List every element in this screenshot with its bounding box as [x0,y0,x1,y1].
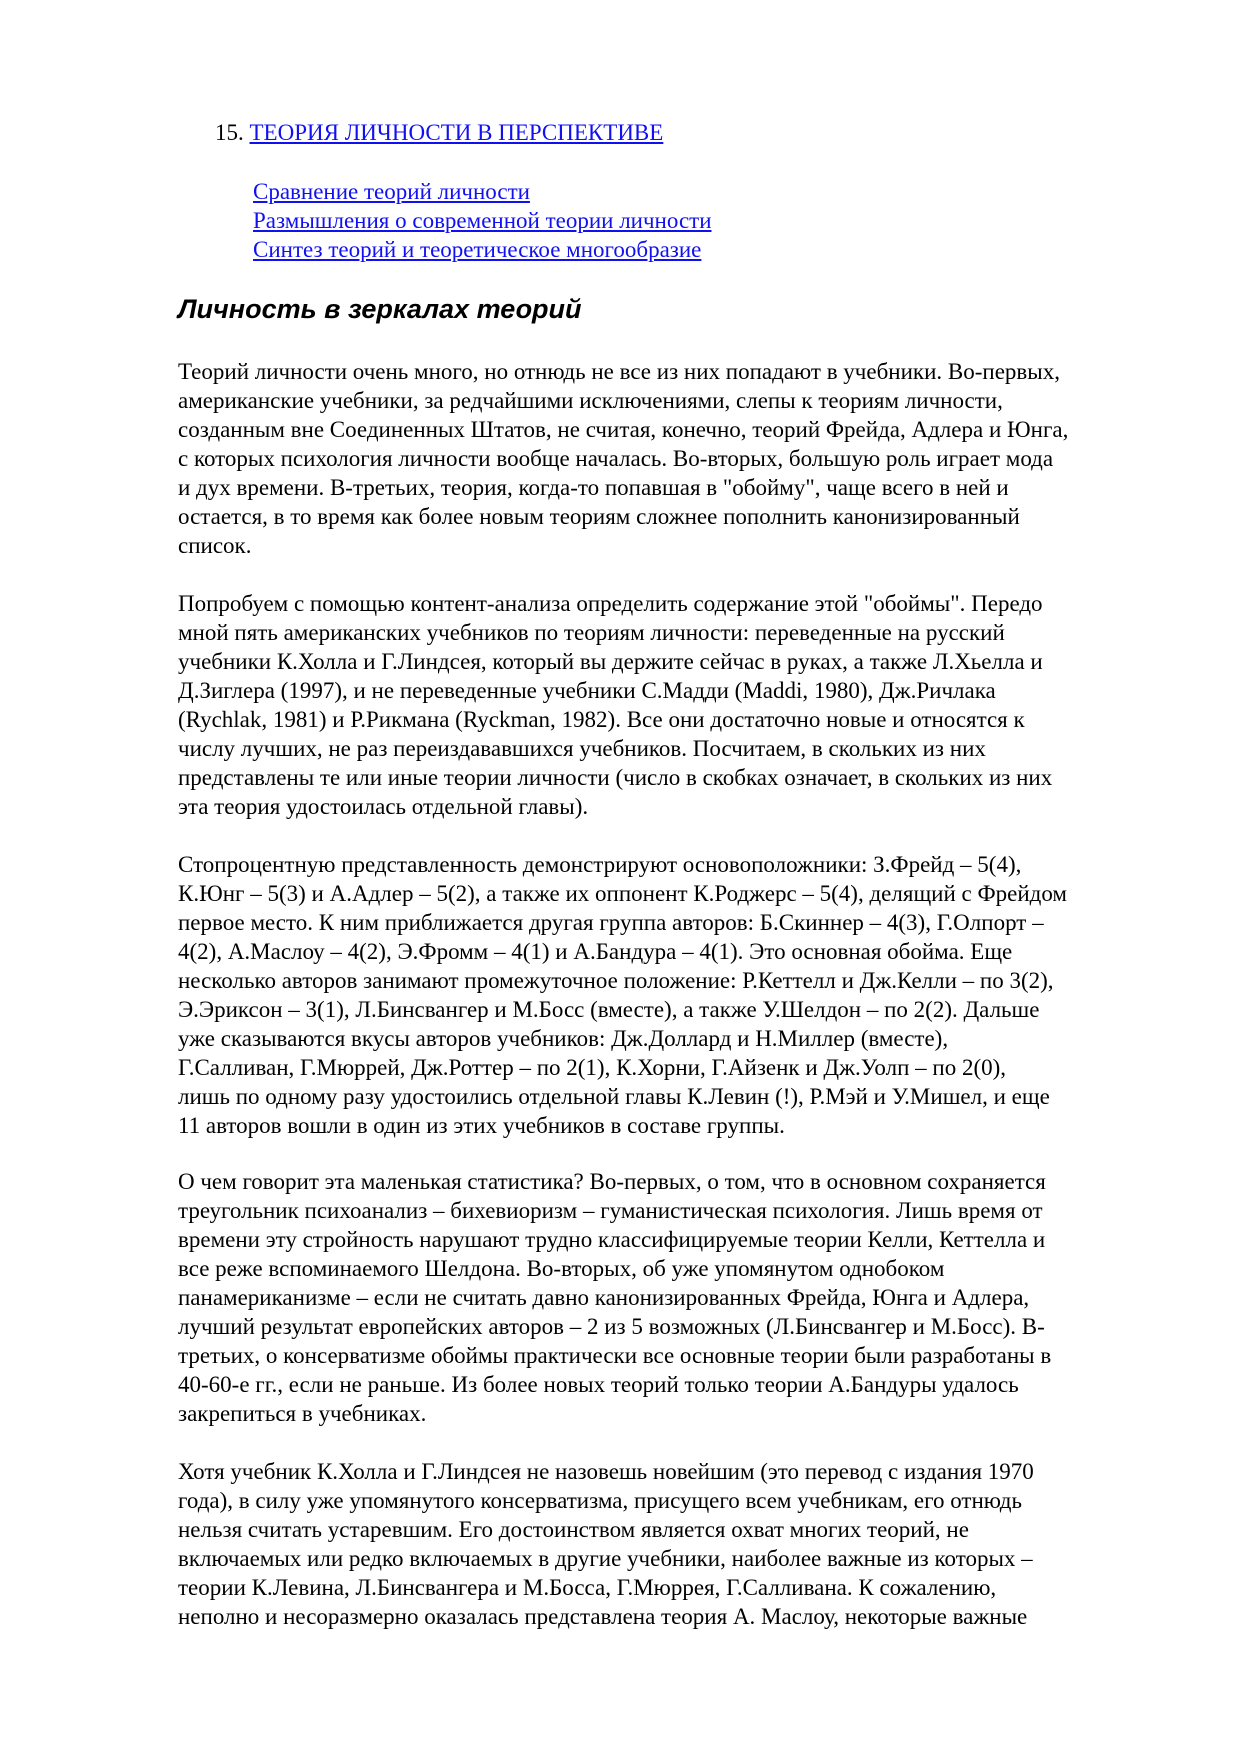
paragraph [178,1167,1051,1428]
text-line: остается, в то время как более новым теориям сложнее пополнить канонизированный [178,504,1020,529]
text-line: числу лучших, не раз переиздававшихся учебников. Посчитаем, в скольких из них [178,736,986,761]
text-line: мной пять американских учебников по теориям личности: переведенные на русский [178,620,1005,645]
text-line: треугольник психоанализ – бихевиоризм – гуманистическая психология. Лишь время от [178,1198,1043,1223]
text-line: первое место. К ним приближается другая группа авторов: Б.Скиннер – 4(3), Г.Олпорт – [178,910,1044,935]
section-link-reflections[interactable]: Размышления о современной теории личности [253,208,712,233]
text-line: теории К.Левина, Л.Бинсвангера и М.Босса, Г.Мюррея, Г.Салливана. К сожалению, [178,1575,997,1600]
text-line: третьих, о консерватизме обоймы практически все основные теории были разработаны в [178,1343,1052,1368]
text-line: и дух времени. В-третьих, теория, когда-то попавшая в "обойму", чаще всего в ней и [178,475,1009,500]
paragraph [178,1457,1034,1631]
text-line: с которых психология личности вообще началась. Во-вторых, большую роль играет мода [178,446,1054,471]
text-line: представлены те или иные теории личности (число в скобках означает, в скольких из них [178,765,1053,790]
text-line: список. [178,533,252,558]
text-line: эта теория удостоилась отдельной главы). [178,794,589,819]
text-line: года), в силу уже упомянутого консерватизма, присущего всем учебникам, его отнюдь [178,1488,1022,1513]
text-line: Д.Зиглера (1997), и не переведенные учебники С.Мадди (Maddi, 1980), Дж.Ричлака [178,678,996,703]
text-line: 4(2), А.Маслоу – 4(2), Э.Фромм – 4(1) и А.Бандура – 4(1). Это основная обойма. Еще [178,939,1013,964]
text-line: все реже вспоминаемого Шелдона. Во-вторых, об уже упомянутом однобоком [178,1256,945,1281]
text-line: (Rychlak, 1981) и Р.Рикмана (Ryckman, 1982). Все они достаточно новые и относятся к [178,707,1025,732]
section-link-synthesis[interactable]: Синтез теорий и теоретическое многообразие [253,237,702,262]
section-heading: Личность в зеркалах теорий [178,294,582,324]
text-line: Попробуем с помощью контент-анализа определить содержание этой "обоймы". Передо [178,591,1043,616]
text-line: уже сказываются вкусы авторов учебников: Дж.Доллард и Н.Миллер (вместе), [178,1026,949,1051]
text-line: лишь по одному разу удостоились отдельной главы К.Левин (!), Р.Мэй и У.Мишел, и еще [178,1084,1050,1109]
toc-chapter [215,118,663,147]
text-line: 11 авторов вошли в один из этих учебников в составе группы. [178,1113,785,1138]
text-line: Хотя учебник К.Холла и Г.Линдсея не назовешь новейшим (это перевод с издания 1970 [178,1459,1034,1484]
paragraph [178,589,1052,821]
text-line: Г.Салливан, Г.Мюррей, Дж.Роттер – по 2(1), К.Хорни, Г.Айзенк и Дж.Уолп – по 2(0), [178,1055,1007,1080]
text-line: О чем говорит эта маленькая статистика? Во-первых, о том, что в основном сохраняется [178,1169,1046,1194]
text-line: 40-60-е гг., если не раньше. Из более новых теорий только теории А.Бандуры удалось [178,1372,1019,1397]
chapter-number: 15. [215,120,244,145]
paragraph [178,850,1067,1140]
text-line: Стопроцентную представленность демонстрируют основоположники: З.Фрейд – 5(4), [178,852,1022,877]
text-line: панамериканизме – если не считать давно канонизированных Фрейда, Юнга и Адлера, [178,1285,1030,1310]
text-line: времени эту стройность нарушают трудно классифицируемые теории Келли, Кеттелла и [178,1227,1046,1252]
text-line: Э.Эриксон – 3(1), Л.Бинсвангер и М.Босс (вместе), а также У.Шелдон – по 2(2). Дальше [178,997,1040,1022]
text-line: включаемых или редко включаемых в другие учебники, наиболее важные из которых – [178,1546,1033,1571]
text-line: К.Юнг – 5(3) и А.Адлер – 5(2), а также их оппонент К.Роджерс – 5(4), делящий с Фрейдом [178,881,1067,906]
text-line: американские учебники, за редчайшими исключениями, слепы к теориям личности, [178,388,1003,413]
paragraph [178,357,1068,560]
text-line: нельзя считать устаревшим. Его достоинством является охват многих теорий, не [178,1517,969,1542]
text-line: лучший результат европейских авторов – 2 из 5 возможных (Л.Бинсвангер и М.Босс). В- [178,1314,1045,1339]
text-line: учебники К.Холла и Г.Линдсея, который вы держите сейчас в руках, а также Л.Хьелла и [178,649,1043,674]
text-line: неполно и несоразмерно оказалась представлена теория А. Маслоу, некоторые важные [178,1604,1028,1629]
text-line: Теорий личности очень много, но отнюдь не все из них попадают в учебники. Во-первых, [178,359,1060,384]
chapter-link[interactable]: ТЕОРИЯ ЛИЧНОСТИ В ПЕРСПЕКТИВЕ [249,120,664,145]
toc-sections [253,177,712,264]
text-line: закрепиться в учебниках. [178,1401,427,1426]
text-line: созданным вне Соединенных Штатов, не считая, конечно, теорий Фрейда, Адлера и Юнга, [178,417,1069,442]
text-line: несколько авторов занимают промежуточное положение: Р.Кеттелл и Дж.Келли – по 3(2), [178,968,1054,993]
section-link-comparison[interactable]: Сравнение теорий личности [253,179,530,204]
